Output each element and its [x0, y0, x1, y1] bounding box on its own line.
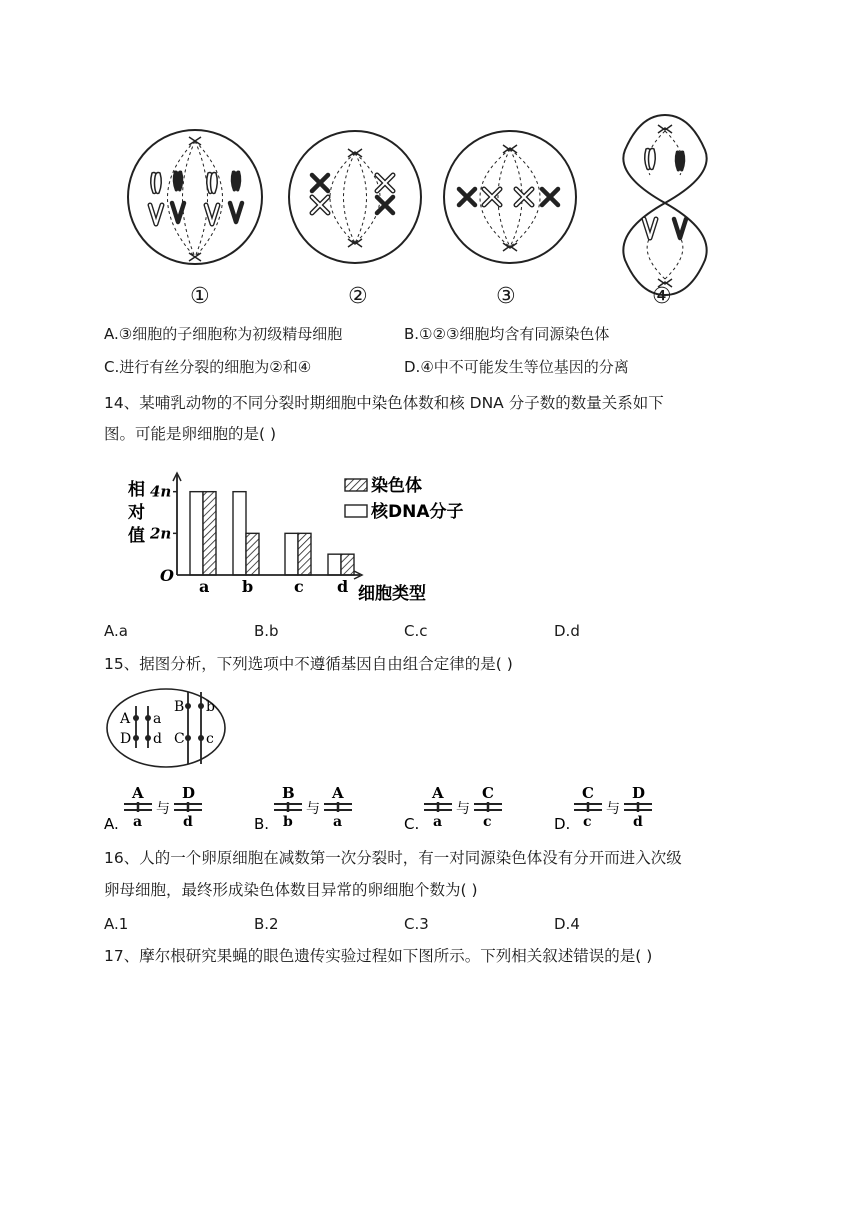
cell-4 [623, 115, 706, 295]
q14-option-d: D.d [554, 622, 580, 640]
cell-3 [444, 131, 576, 263]
y-axis-label-1: 相 [128, 480, 145, 500]
svg-text:C: C [482, 784, 494, 802]
svg-text:D: D [632, 784, 646, 802]
cell-division-figure [120, 105, 740, 310]
q13-option-a: A.③细胞的子细胞称为初级精母细胞 [104, 325, 343, 343]
gene-label-B: B [174, 699, 185, 715]
q14-option-b: B.b [254, 622, 279, 640]
q13-option-b: B.①②③细胞均含有同源染色体 [404, 325, 610, 343]
cell-label-3: ③ [496, 284, 516, 309]
q16-option-b: B.2 [254, 915, 279, 933]
gene-label-A: A [120, 711, 131, 727]
bar-chromosome-b [246, 533, 259, 575]
gene-label-a: a [153, 711, 162, 727]
q15-option-1-connector: 与 [306, 801, 320, 817]
q16-option-c: C.3 [404, 915, 429, 933]
q14-stem-line2: 图。可能是卵细胞的是( ) [104, 425, 277, 443]
q14-stem-line1: 14、某哺乳动物的不同分裂时期细胞中染色体数和核 DNA 分子数的数量关系如下 [104, 394, 664, 412]
origin-label: O [160, 566, 174, 585]
q15-option-3-connector: 与 [606, 801, 620, 817]
bar-chromosome-d [341, 554, 354, 575]
svg-text:d: d [633, 814, 643, 830]
cell-label-1: ① [190, 284, 210, 309]
gene-label-c: c [206, 731, 214, 747]
legend-label-dna: 核DNA分子 [371, 502, 464, 522]
svg-text:A: A [332, 784, 344, 802]
q16-stem-line1: 16、人的一个卵原细胞在减数第一次分裂时，有一对同源染色体没有分开而进入次级 [104, 849, 682, 867]
q16-stem-line2: 卵母细胞，最终形成染色体数目异常的卵细胞个数为( ) [104, 881, 478, 899]
q16-option-a: A.1 [104, 915, 129, 933]
q16-option-d: D.4 [554, 915, 580, 933]
bar-dna-d [328, 554, 341, 575]
q15-option-2-first-pair [424, 784, 452, 830]
q15-option-3-second-pair [624, 784, 652, 830]
y-tick-label-2: 2n [150, 524, 172, 543]
svg-text:A: A [432, 784, 444, 802]
q15-option-letter-1: B. [254, 815, 270, 833]
x-tick-label-b: b [242, 577, 254, 596]
gene-label-D: D [120, 731, 132, 747]
gene-label-b: b [206, 699, 215, 715]
x-tick-label-a: a [199, 577, 210, 596]
legend-swatch-dna [345, 505, 367, 517]
q15-option-1-first-pair [274, 784, 302, 830]
svg-text:b: b [283, 814, 293, 830]
bar-chromosome-c [298, 533, 311, 575]
y-axis-label-2: 对 [128, 503, 145, 523]
q15-option-2-connector: 与 [456, 801, 470, 817]
svg-text:c: c [583, 814, 592, 830]
q15-option-letter-0: A. [104, 815, 119, 833]
q15-stem: 15、据图分析，下列选项中不遵循基因自由组合定律的是( ) [104, 655, 513, 673]
x-tick-label-d: d [337, 577, 349, 596]
svg-text:B: B [282, 784, 295, 802]
q15-option-3-first-pair [574, 784, 602, 830]
q15-option-letter-2: C. [404, 815, 420, 833]
q17-stem: 17、摩尔根研究果蝇的眼色遗传实验过程如下图所示。下列相关叙述错误的是( ) [104, 947, 653, 965]
q15-option-0-first-pair [124, 784, 152, 830]
x-axis-label: 细胞类型 [358, 584, 426, 604]
svg-text:D: D [182, 784, 196, 802]
bar-dna-b [233, 492, 246, 575]
cell-label-4: ④ [652, 284, 672, 309]
q15-option-0-second-pair [174, 784, 202, 830]
cell-2 [289, 131, 421, 263]
cell-label-2: ② [348, 284, 368, 309]
bar-dna-a [190, 492, 203, 575]
y-tick-label-4: 4n [150, 482, 172, 501]
bar-chromosome-a [203, 492, 216, 575]
svg-text:d: d [183, 814, 193, 830]
legend-label-chromosome: 染色体 [371, 476, 422, 496]
gene-label-C: C [174, 731, 185, 747]
q15-options [100, 780, 700, 836]
q15-option-letter-3: D. [554, 815, 571, 833]
legend-swatch-chromosome [345, 479, 367, 491]
q15-option-2-second-pair [474, 784, 502, 830]
svg-text:C: C [582, 784, 594, 802]
gene-label-d: d [153, 731, 162, 747]
q13-option-c: C.进行有丝分裂的细胞为②和④ [104, 358, 312, 376]
q15-option-1-second-pair [324, 784, 352, 830]
q14-option-a: A.a [104, 622, 128, 640]
cell-1 [128, 130, 262, 264]
q15-option-0-connector: 与 [156, 801, 170, 817]
y-axis-label-3: 值 [128, 526, 145, 546]
svg-text:c: c [483, 814, 492, 830]
x-tick-label-c: c [294, 577, 304, 596]
q14-bar-chart [120, 465, 500, 613]
q15-cell-diagram [104, 684, 234, 774]
q13-option-d: D.④中不可能发生等位基因的分离 [404, 358, 629, 376]
bar-dna-c [285, 533, 298, 575]
q14-option-c: C.c [404, 622, 428, 640]
svg-text:a: a [133, 814, 143, 830]
svg-text:a: a [433, 814, 443, 830]
svg-text:a: a [333, 814, 343, 830]
svg-text:A: A [132, 784, 144, 802]
